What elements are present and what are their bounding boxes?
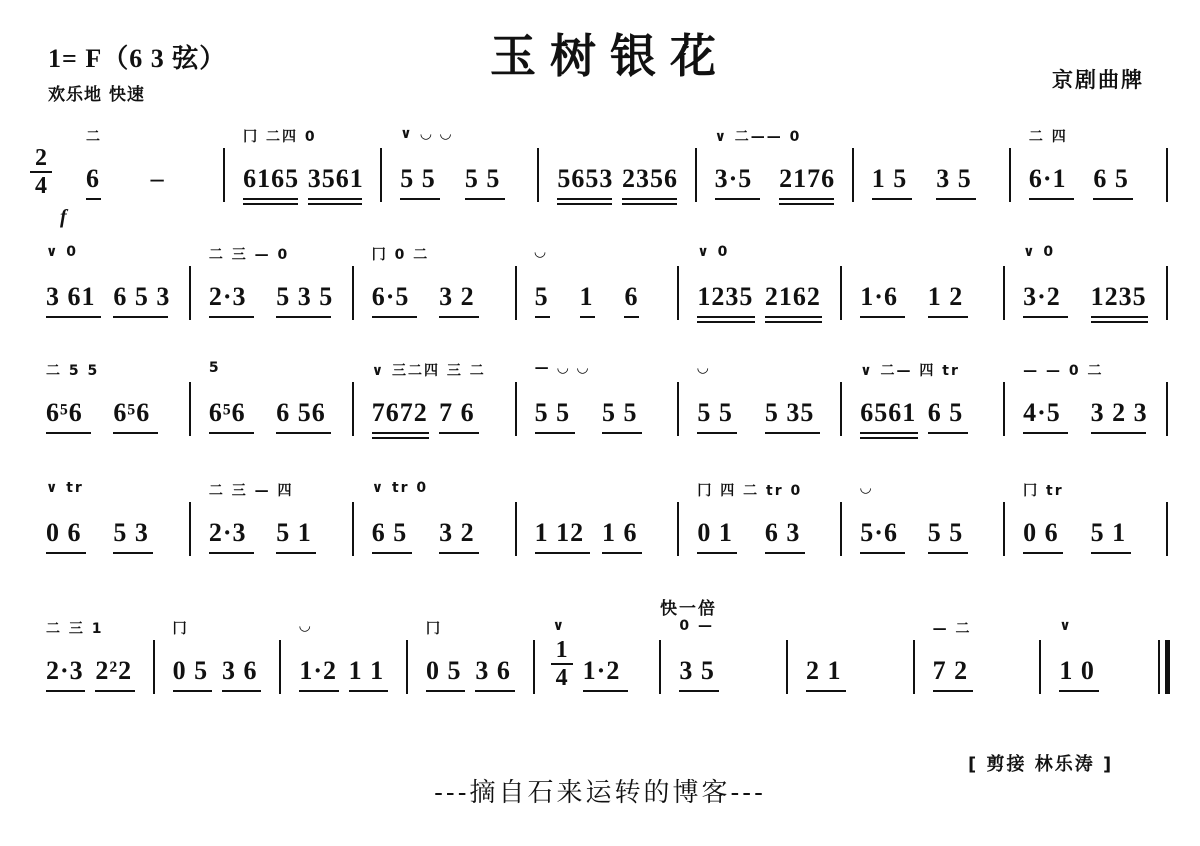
note-group: 1·2 [299,656,337,685]
beam-line [400,198,440,200]
note-group: 7672 [371,398,428,427]
beam-line [372,316,417,318]
bar-line [677,382,679,436]
beam-line [622,198,677,200]
beam-line [928,432,968,434]
beam-line [95,690,134,692]
note-group: 5 [534,282,549,311]
beam-line [860,437,917,439]
beam-line [928,316,968,318]
ornament-marks: ∨ 二—— 0 [714,129,802,145]
bar-line [352,266,354,320]
beam-line [1091,316,1148,318]
beam-line [426,690,465,692]
note-group: 2176 [779,164,836,193]
beam-line [860,552,905,554]
time-signature [551,638,573,690]
note-group: 1·2 [582,656,621,685]
beam-line [928,552,968,554]
note-group: 1 2 [927,282,964,311]
note-group: 1235 [1090,282,1147,311]
bar-line [352,502,354,556]
beam-line [1029,198,1074,200]
note-group: 5 5 [400,164,436,193]
beam-line [765,432,820,434]
note-group: 5 5 [464,164,501,193]
note-group: 5 3 [113,518,149,547]
beam-line [535,316,550,318]
note-group: 5 5 [697,398,733,427]
bar-line [1166,502,1168,556]
beam-line [697,321,754,323]
beam-line [779,198,834,200]
beam-line [308,198,363,200]
note-group: 7 2 [932,656,969,685]
note-group: 2·3 [208,282,247,311]
bar-line [852,148,854,202]
ornament-marks: ∨ 0 [1023,244,1056,260]
ornament-marks: ∨ 二— 四 tr [860,363,960,379]
bar-line [786,640,788,694]
beam-line [349,690,388,692]
beam-line [209,316,254,318]
bar-line [1003,382,1005,436]
ornament-marks: 二 [86,129,102,145]
bar-line [1003,266,1005,320]
beam-line [1059,690,1099,692]
ornament-marks: ∨ [552,618,567,634]
bar-line [515,382,517,436]
beam-line [933,690,973,692]
ornament-marks: 二 三 1 [46,621,104,637]
beam-line [535,552,590,554]
note-group: 6 5 3 [113,282,171,311]
beam-line [113,432,158,434]
ornament-marks: ∨ tr [46,480,84,496]
key-signature: 1= F（6 3 弦） [48,44,227,73]
note-group: – [150,164,165,193]
note-group: 0 6 [46,518,82,547]
ornament-marks: ◡ [860,480,874,496]
bar-line [677,502,679,556]
beam-line [46,316,101,318]
dynamic-marking: f [60,206,67,228]
note-group: 2·3 [46,656,84,685]
beam-line [475,690,514,692]
page-title: 玉树银花 [490,29,730,83]
time-signature-bottom: 4 [555,665,568,691]
bar-line [189,502,191,556]
staff-row [30,118,1180,238]
bar-line [1009,148,1011,202]
note-group: 1 6 [602,518,638,547]
genre-label: 京剧曲牌 [1052,68,1144,92]
beam-line [765,316,822,318]
ornament-marks: 冂 四 二 tr 0 [697,483,803,499]
note-group: 6·5 [371,282,410,311]
note-group: 1 5 [871,164,908,193]
bar-line [840,502,842,556]
beam-line [439,316,479,318]
ornament-marks: ∨ ◡ ◡ [400,126,453,142]
beam-line [1093,198,1133,200]
ornament-marks: ∨ 0 [46,244,78,260]
beam-line [243,203,298,205]
beam-line [1023,316,1068,318]
arranger-credit: [ 剪接 林乐涛 ] [968,754,1114,775]
ornament-marks: 5 [208,360,221,376]
note-group: 6 [624,282,639,311]
bar-line [153,640,155,694]
beam-line [624,316,639,318]
note-group: 6 5 [371,518,408,547]
bar-line [677,266,679,320]
final-bar-line [1165,640,1170,694]
beam-line [622,203,677,205]
beam-line [299,690,338,692]
note-group: 5 5 [927,518,964,547]
beam-line [1091,321,1148,323]
note-group: 5 5 [602,398,638,427]
beam-line [276,432,331,434]
note-group: 3 5 [679,656,715,685]
beam-line [222,690,261,692]
bar-line [515,266,517,320]
note-group: 3 6 [222,656,258,685]
beam-line [439,552,479,554]
ornament-marks: ∨ [1059,618,1073,634]
note-group: 0 1 [697,518,733,547]
source-caption: ---摘自石来运转的博客--- [434,778,766,808]
note-group: 2·3 [208,518,247,547]
tempo-change-marking: 快一倍 [660,599,717,619]
beam-line [860,316,905,318]
beam-line [1023,432,1068,434]
ornament-marks: 冂 [426,621,442,637]
bar-line [352,382,354,436]
note-group: 6⁵6 [208,398,246,427]
note-group: 6561 [860,398,917,427]
beam-line [583,690,628,692]
beam-line [580,316,595,318]
note-group: 6 5 [1093,164,1129,193]
time-signature-top: 1 [555,637,568,663]
beam-line [697,316,754,318]
beam-line [46,690,85,692]
ornament-marks: 冂 0 二 [371,247,430,263]
ornament-marks: — — 0 二 [1023,363,1104,379]
beam-line [308,203,363,205]
beam-line [602,432,642,434]
ornament-marks: ◡ [534,244,548,260]
staff-row [30,352,1180,472]
note-group: 5·6 [860,518,898,547]
beam-line [765,552,805,554]
bar-line [223,148,225,202]
note-group: 6 3 [764,518,801,547]
bar-line [1166,148,1168,202]
bar-line [537,148,539,202]
beam-line [276,552,316,554]
ornament-marks: ◡ [299,618,313,634]
beam-line [1091,432,1146,434]
ornament-marks: 冂 二四 0 [243,129,317,145]
ornament-marks: 冂 tr [1023,483,1064,499]
bar-line [1166,266,1168,320]
beam-line [936,198,976,200]
ornament-marks: 二 三 — 0 [208,247,290,263]
beam-line [465,198,505,200]
note-group: 1 0 [1059,656,1095,685]
note-group: 5653 [557,164,614,193]
ornament-marks: — 二 [932,621,972,637]
beam-line [46,432,91,434]
beam-line [276,316,331,318]
note-group: 5 1 [1090,518,1127,547]
ornament-marks: ∨ 三二四 三 二 [371,363,486,379]
beam-line [372,432,429,434]
note-group: 5 5 [534,398,571,427]
note-group: 3 2 [439,518,475,547]
bar-line [1003,502,1005,556]
note-group: 5 3 5 [276,282,334,311]
beam-line [872,198,912,200]
note-group: 1 12 [534,518,585,547]
beam-line [86,198,101,200]
beam-line [602,552,642,554]
beam-line [1023,552,1063,554]
beam-line [46,552,86,554]
note-group: 6 56 [276,398,326,427]
beam-line [243,198,298,200]
note-group: 3·5 [714,164,753,193]
ornament-marks: 二 三 — 四 [208,483,294,499]
beam-line [765,321,822,323]
bar-line [1039,640,1041,694]
note-group: 5 1 [276,518,312,547]
beam-line [557,203,612,205]
note-group: 0 6 [1023,518,1059,547]
note-group: 1·6 [860,282,898,311]
bar-line [840,382,842,436]
beam-line [679,690,719,692]
beam-line [113,552,153,554]
note-group: 1235 [697,282,754,311]
note-group: 6·1 [1028,164,1067,193]
note-group: 6⁵6 [46,398,83,427]
bar-line [189,266,191,320]
bar-line [189,382,191,436]
note-group: 3561 [307,164,364,193]
beam-line [806,690,846,692]
note-group: 2 1 [806,656,842,685]
ornament-marks: ∨ 0 [697,244,730,260]
bar-line [913,640,915,694]
staff-row [30,236,1180,356]
beam-line [372,552,412,554]
beam-line [113,316,168,318]
note-group: 2162 [764,282,821,311]
bar-line [1166,382,1168,436]
note-group: 1 1 [348,656,385,685]
beam-line [535,432,575,434]
bar-line [840,266,842,320]
note-group: 0 5 [172,656,209,685]
beam-line [697,432,737,434]
bar-line [659,640,661,694]
staff-row [30,472,1180,592]
ornament-marks: ◡ [697,360,711,376]
note-group: 6165 [243,164,300,193]
beam-line [209,432,254,434]
bar-line [533,640,535,694]
note-group: 3 61 [46,282,96,311]
note-group: 5 35 [764,398,815,427]
time-signature [30,146,52,198]
beam-line [439,432,479,434]
ornament-marks: ∨ tr 0 [371,480,429,496]
beam-line [1091,552,1131,554]
note-group: 6⁵6 [113,398,151,427]
beam-line [209,552,254,554]
beam-line [779,203,834,205]
note-group: 3 2 [439,282,475,311]
bar-line [380,148,382,202]
note-group: 3·2 [1023,282,1061,311]
beam-line [697,552,737,554]
note-group: 0 5 [426,656,462,685]
beam-line [173,690,212,692]
tempo-marking: 欢乐地 快速 [48,85,145,105]
note-group: 1 [579,282,594,311]
bar-line [695,148,697,202]
bar-line [406,640,408,694]
note-group: 2356 [622,164,678,193]
time-signature-top: 2 [35,145,47,171]
beam-line [372,437,429,439]
bar-line [279,640,281,694]
note-group: 3 6 [475,656,511,685]
ornament-marks: 冂 [172,621,189,637]
note-group: 7 6 [439,398,475,427]
bar-line [1158,640,1160,694]
beam-line [715,198,760,200]
time-signature-bottom: 4 [35,173,47,199]
ornament-marks: 二 5 5 [46,363,100,379]
ornament-marks: — ◡ ◡ [534,360,590,376]
ornament-marks: 二 四 [1028,129,1068,145]
note-group: 2²2 [95,656,133,685]
bar-line [515,502,517,556]
staff-row [30,610,1180,730]
beam-line [860,432,917,434]
note-group: 6 5 [927,398,964,427]
beam-line [557,198,612,200]
note-group: 4·5 [1023,398,1061,427]
note-group: 3 2 3 [1090,398,1148,427]
ornament-marks: 0 — [679,618,714,634]
note-group: 6 [86,164,100,193]
note-group: 3 5 [936,164,972,193]
